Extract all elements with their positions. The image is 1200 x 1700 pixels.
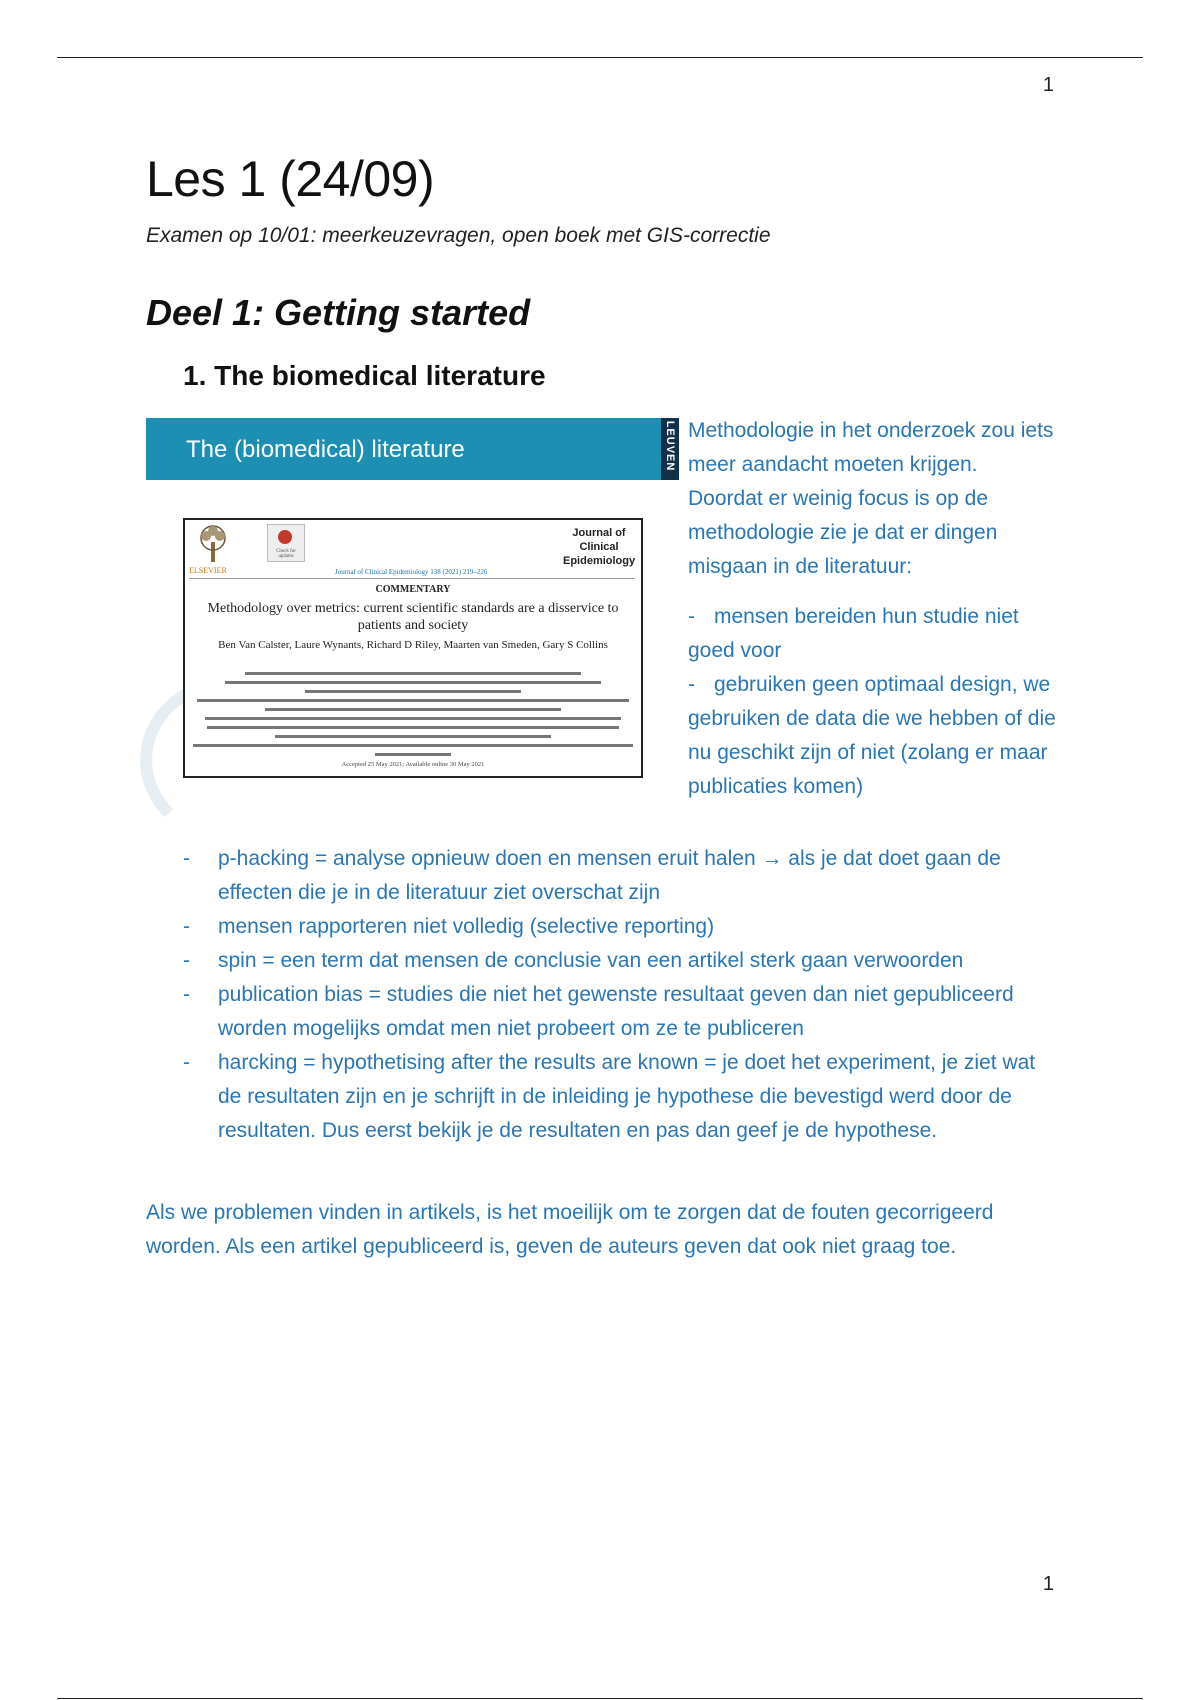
methodology-intro: Methodologie in het onderzoek zou iets meer aandacht moeten krijgen. Doordat er weinig focus is op de methodologie zie je dat er dingen misgaan in de literatuur: — [688, 419, 1054, 578]
slide-image — [146, 418, 676, 818]
affiliation-line — [197, 699, 629, 702]
section-heading: 1. The biomedical literature — [183, 360, 546, 391]
affiliation-line — [245, 672, 581, 675]
elsevier-tree-icon — [190, 524, 236, 564]
part-heading: Deel 1: Getting started — [146, 292, 531, 333]
slide-header — [146, 418, 661, 480]
page-number-top: 1 — [1042, 74, 1054, 96]
journal-name: Journal of Clinical Epidemiology — [563, 527, 636, 567]
affiliation-line — [265, 708, 561, 711]
page-title: Les 1 (24/09) — [146, 151, 435, 207]
affiliation-line — [193, 744, 633, 747]
footer-rule — [57, 1698, 1143, 1699]
article-accepted: Accepted 25 May 2021; Available online 30 May 2021 — [341, 761, 485, 768]
list-item: - mensen rapporteren niet volledig (selective reporting) — [183, 915, 715, 938]
publisher-name: ELSEVIER — [189, 566, 227, 575]
article-screenshot — [183, 518, 643, 778]
affiliation-line — [275, 735, 551, 738]
list-item: - p-hacking = analyse opnieuw doen en mensen eruit halen → als je dat doet gaan de effecten die je in de literatuur ziet overschat zijn — [183, 847, 1001, 904]
journal-reference: Journal of Clinical Epidemiology 138 (2021) 219–226 — [335, 568, 488, 576]
article-title: Methodology over metrics: current scientific standards are a disservice to patients and society — [207, 601, 619, 633]
page-number-bottom: 1 — [1042, 1573, 1054, 1595]
methodology-item: - mensen bereiden hun studie niet goed voor — [688, 605, 1019, 662]
affiliation-line — [205, 717, 621, 720]
article-section: COMMENTARY — [375, 584, 451, 595]
methodology-item: - gebruiken geen optimaal design, we gebruiken de data die we hebben of die nu geschikt zijn of niet (zolang er maar publicaties komen) — [688, 673, 1056, 798]
exam-note: Examen op 10/01: meerkeuzevragen, open boek met GIS-correctie — [146, 224, 771, 247]
leuven-badge — [661, 418, 679, 480]
issues-list — [183, 842, 1063, 1148]
affiliation-line — [375, 753, 451, 756]
list-item: - harcking = hypothetising after the results are known = je doet het experiment, je ziet wat de resultaten zijn en je schrijft in de inleiding je hypothese die bevestigd werd door de resultaten. Dus eerst bekijk je de resultaten en pas dan geef je de hypothese. — [183, 1051, 1036, 1142]
affiliation-line — [305, 690, 521, 693]
slide-header-title: The (biomedical) literature — [186, 436, 465, 463]
journal-divider — [189, 578, 635, 579]
list-item: - spin = een term dat mensen de conclusie van een artikel sterk gaan verwoorden — [183, 949, 964, 972]
leuven-badge-text: LEUVEN — [664, 420, 676, 472]
closing-paragraph: Als we problemen vinden in artikels, is het moeilijk om te zorgen dat de fouten gecorrigeerd worden. Als een artikel gepubliceerd is, geven de auteurs geven dat ook niet graag toe. — [146, 1201, 994, 1258]
affiliation-line — [225, 681, 601, 684]
crossmark-label: Check for updates — [276, 549, 296, 559]
article-authors: Ben Van Calster, Laure Wynants, Richard D Riley, Maarten van Smeden, Gary S Collins — [218, 639, 608, 651]
crossmark-icon — [267, 524, 305, 562]
list-item: - publication bias = studies die niet het gewenste resultaat geven dan niet gepubliceerd worden mogelijks omdat men niet probeert om ze te publiceren — [183, 983, 1014, 1040]
header-rule — [57, 57, 1143, 58]
affiliation-line — [207, 726, 619, 729]
methodology-note — [688, 414, 1058, 804]
